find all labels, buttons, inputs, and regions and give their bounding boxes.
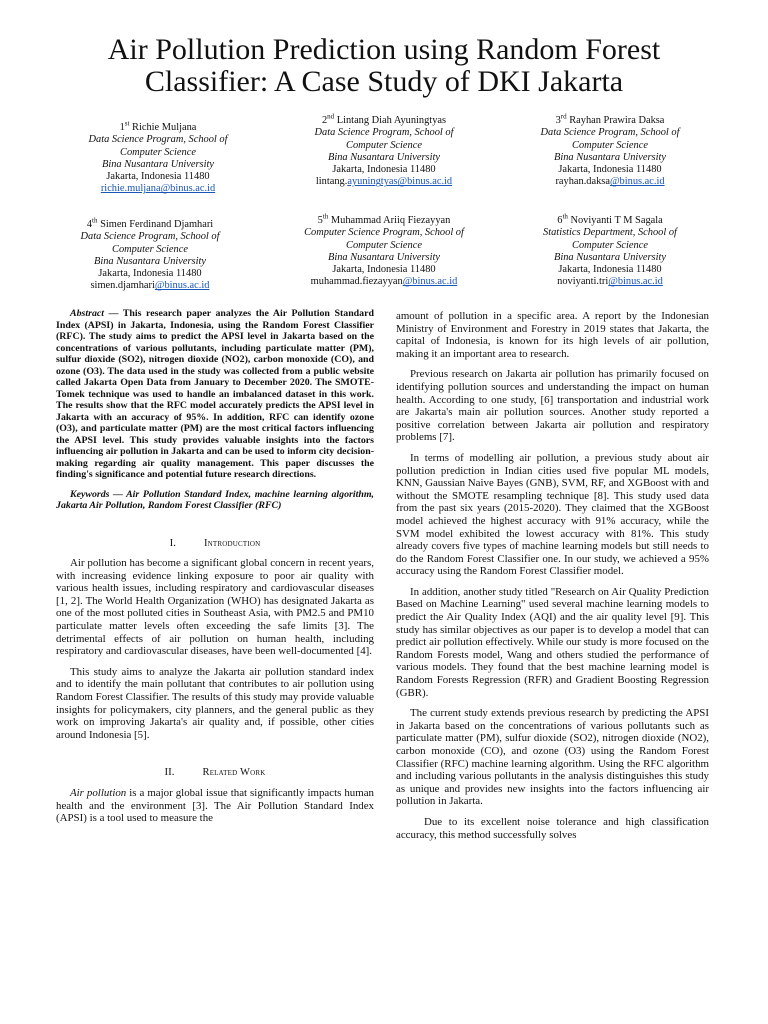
paper-title bbox=[30, 34, 738, 98]
right-paragraph-6: Due to its excellent noise tolerance and high classification accuracy, this method successfully solves bbox=[396, 815, 709, 841]
author-name: Richie Muljana bbox=[129, 122, 197, 133]
author-block-3: 3rd Rayhan Prawira Daksa Data Science Program, School of Computer Science Bina Nusantara University Jakarta, Indonesia 11480 rayhan.daksa@binus.ac.id bbox=[540, 112, 680, 188]
right-paragraph-3: In terms of modelling air pollution, a previous study about air pollution prediction in Indian cities used five popular ML models, KNN, Gaussian Naive Bayes (GNB), SVM, RF, and XGBoost with and without the SMOTE resampling technique [8]. This study used data from the past six years (2015-2020). They claimed that the XGBoost model achieved the highest accuracy with 91% accuracy, while the SVM model exhibited the lowest accuracy with 81%. This study already covers five types of machine learning models but still needs to do the Random Forest Classifier one. In our study, we achieved a 95% accuracy using the Random Forest Classifier model. bbox=[396, 451, 709, 578]
author-email-link[interactable]: @binus.ac.id bbox=[609, 176, 665, 188]
right-paragraph-1: amount of pollution in a specific area. A report by the Indonesian Ministry of Environment and Forestry in 2019 states that Jakarta, the capital of Indonesia, is known for its high levels of air pollution, making it an important area to research. bbox=[396, 310, 709, 360]
author-name: Muhammad Ariiq Fiezayyan bbox=[328, 215, 451, 226]
author-block-2: 2nd Lintang Diah Ayuningtyas Data Science Program, School of Computer Science Bina Nusantara University Jakarta, Indonesia 11480 lintang.ayuningtyas@binus.ac.id bbox=[314, 112, 454, 188]
author-name: Rayhan Prawira Daksa bbox=[566, 115, 665, 126]
author-block-1: 1st Richie Muljana Data Science Program, School of Computer Science Bina Nusantara University Jakarta, Indonesia 11480 richie.muljana@binus.ac.id bbox=[88, 119, 228, 195]
author-name: Noviyanti T M Sagala bbox=[567, 215, 663, 226]
abstract: Abstract — This research paper analyzes the Air Pollution Standard Index (APSI) in Jakarta, Indonesia, using the Random Forest Classifier (RFC). The study aims to predict the APSI level in Jakarta based on the concentrations of various pollutants, including particulate matter (PM), sulfur dioxide (SO2), nitrogen dioxide (NO2), carbon monoxide (CO), and ozone (O3). The data used in the study was collected from a public website called Jakarta Open Data from January to December 2020. The SMOTE-Tomek technique was used to handle an imbalanced dataset in this work. The results show that the RFC model accurately predicts the APSI level in Jakarta with an accuracy of 95%. In addition, RFC can identify ozone (O3), and particulate matter (PM) are the most critical factors influencing the APSI level. This study provides valuable insights into the factors influencing air pollution in Jakarta and can be used to inform city decision-making regarding air quality management. This paper discusses the finding's significance and potential future research directions. bbox=[56, 308, 374, 480]
intro-paragraph-1: Air pollution has become a significant global concern in recent years, with increasing evidence linking exposure to poor air quality with various health issues, including respiratory and cardiovascular diseases [1, 2]. The World Health Organization (WHO) has designated Jakarta as one of the most polluted cities in Southeast Asia, with PM2.5 and PM10 particulate matter levels often exceeding the safe limits [3]. The detrimental effects of air pollution on human health, including respiratory and cardiovascular diseases, have been well-documented [4]. bbox=[56, 557, 374, 658]
author-email-link[interactable]: ayuningtyas@binus.ac.id bbox=[347, 176, 453, 188]
keywords: Keywords — Air Pollution Standard Index, machine learning algorithm, Jakarta Air Pollution, Random Forest Classifier (RFC) bbox=[56, 488, 374, 511]
intro-paragraph-2: This study aims to analyze the Jakarta air pollution standard index and to identify the main pollutant that contributes to air pollution using Random Forest Classifier. The results of this study may provide valuable insights for policymakers, city planners, and the general public as they work on improving Jakarta's air quality and, if possible, other cities around Indonesia [5]. bbox=[56, 665, 374, 741]
author-email-link[interactable]: @binus.ac.id bbox=[402, 276, 458, 288]
section-heading-introduction: I. Introduction bbox=[169, 536, 261, 549]
title-line-2: Classifier: A Case Study of DKI Jakarta bbox=[144, 65, 624, 98]
author-block-4: 4th Simen Ferdinand Djamhari Data Science Program, School of Computer Science Bina Nusantara University Jakarta, Indonesia 11480 simen.djamhari@binus.ac.id bbox=[80, 216, 220, 292]
author-name: Simen Ferdinand Djamhari bbox=[97, 219, 214, 230]
title-line-1: Air Pollution Prediction using Random Forest bbox=[107, 33, 661, 66]
left-column bbox=[56, 308, 374, 825]
author-email-link[interactable]: richie.muljana@binus.ac.id bbox=[100, 183, 216, 195]
author-name: Lintang Diah Ayuningtyas bbox=[334, 115, 447, 126]
right-paragraph-2: Previous research on Jakarta air pollution has primarily focused on identifying pollution sources and understanding the impact on human health. According to one study, [6] transportation and industrial work are Jakarta's main air pollution sources. Another study reported a positive correlation between Jakarta air pollution and respiratory problems [7]. bbox=[396, 368, 709, 444]
right-paragraph-5: The current study extends previous research by predicting the APSI in Jakarta based on the concentrations of various pollutants such as particulate matter (PM), sulfur dioxide (SO2), nitrogen dioxide (NO2), carbon monoxide (CO), and ozone (O3) using the Random Forest Classifier (RFC) machine learning algorithm. Using the RFC algorithm and including various pollutants in the analysis distinguishes this study as unique and provides new insights into the factors influencing air pollution in Jakarta. bbox=[396, 707, 709, 808]
right-paragraph-4: In addition, another study titled "Research on Air Quality Prediction Based on Machine Learning" used several machine learning models to predict the Air Quality Index (AQI) and the air quality level [9]. This study has similar objectives as our paper is to develop a model that can predict air pollution effectively. While our study is more focused on the Random Forests model, Wang and others studied the performance of various models. They found that the best machine learning model is Random Forests Regression (RFR) and Gradient Boosting Regression (GBR). bbox=[396, 585, 709, 699]
author-block-6: 6th Noviyanti T M Sagala Statistics Department, School of Computer Science Bina Nusantara University Jakarta, Indonesia 11480 noviyanti.tri@binus.ac.id bbox=[543, 212, 677, 288]
related-work-paragraph-1: Air pollution is a major global issue that significantly impacts human health and the environment [3]. The Air Pollution Standard Index (APSI) is a tool used to measure the bbox=[56, 787, 375, 825]
author-email-link[interactable]: @binus.ac.id bbox=[608, 276, 663, 288]
author-email-link[interactable]: @binus.ac.id bbox=[154, 280, 210, 292]
right-column bbox=[396, 310, 709, 841]
author-block-5: 5th Muhammad Ariiq Fiezayyan Computer Science Program, School of Computer Science Bina Nusantara University Jakarta, Indonesia 11480 muhammad.fiezayyan@binus.ac.id bbox=[304, 212, 464, 288]
section-heading-related-work: II. Related Work bbox=[164, 766, 266, 779]
